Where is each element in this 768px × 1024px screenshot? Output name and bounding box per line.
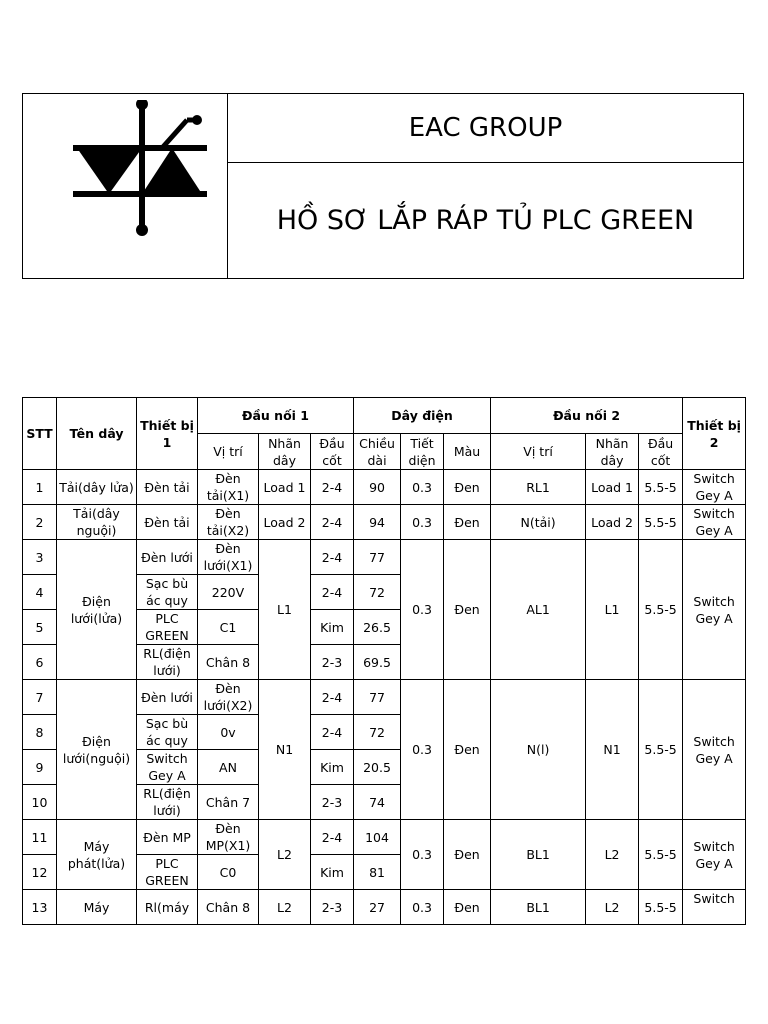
cell-nhan-day-2: Load 2 — [586, 505, 639, 540]
cell-dau-cot: 2-4 — [311, 540, 354, 575]
cell-nhan-day: Load 2 — [259, 505, 311, 540]
cell-ten-day: Máy phát(lửa) — [57, 820, 137, 890]
cell-nhan-day-2: N1 — [586, 680, 639, 820]
cell-stt: 2 — [23, 505, 57, 540]
cell-chieu-dai: 72 — [354, 575, 401, 610]
cell-thiet-bi-2: Switch — [683, 890, 746, 925]
cell-dau-cot-2: 5.5-5 — [639, 680, 683, 820]
cell-stt: 5 — [23, 610, 57, 645]
cell-nhan-day: L1 — [259, 540, 311, 680]
header-ten-day: Tên dây — [57, 398, 137, 470]
cell-thiet-bi-2: Switch Gey A — [683, 540, 746, 680]
cell-chieu-dai: 104 — [354, 820, 401, 855]
cell-vi-tri: 220V — [198, 575, 259, 610]
cell-chieu-dai: 77 — [354, 540, 401, 575]
cell-stt: 10 — [23, 785, 57, 820]
table-row — [23, 680, 746, 715]
subheader-vi-tri: Vị trí — [198, 434, 259, 470]
subheader-dau-cot-2: Đầu cốt — [639, 434, 683, 470]
cell-chieu-dai: 69.5 — [354, 645, 401, 680]
cell-ten-day: Tải(dây nguội) — [57, 505, 137, 540]
cell-dau-cot: 2-3 — [311, 890, 354, 925]
cell-thiet-bi-2: Switch Gey A — [683, 505, 746, 540]
cell-stt: 12 — [23, 855, 57, 890]
cell-thiet-bi-1: Đèn lưới — [137, 680, 198, 715]
header-day-dien: Dây điện — [354, 398, 491, 434]
cell-chieu-dai: 74 — [354, 785, 401, 820]
cell-thiet-bi-2: Switch Gey A — [683, 470, 746, 505]
cell-tiet-dien: 0.3 — [401, 680, 444, 820]
cell-vi-tri-2: RL1 — [491, 470, 586, 505]
table-row — [23, 470, 746, 505]
cell-thiet-bi-1: Đèn tải — [137, 505, 198, 540]
subheader-vi-tri-2: Vị trí — [491, 434, 586, 470]
cell-vi-tri: Đèn lưới(X2) — [198, 680, 259, 715]
cell-stt: 8 — [23, 715, 57, 750]
cell-thiet-bi-1: PLC GREEN — [137, 855, 198, 890]
cell-thiet-bi-1: Đèn MP — [137, 820, 198, 855]
cell-tiet-dien: 0.3 — [401, 470, 444, 505]
cell-vi-tri: Chân 8 — [198, 890, 259, 925]
cell-thiet-bi-1: Rl(máy — [137, 890, 198, 925]
document-title: HỒ SƠ LẮP RÁP TỦ PLC GREEN — [276, 205, 695, 236]
header-dau-noi-2: Đầu nối 2 — [491, 398, 683, 434]
cell-vi-tri: Đèn tải(X2) — [198, 505, 259, 540]
cell-ten-day: Điện lưới(lửa) — [57, 540, 137, 680]
cell-vi-tri-2: BL1 — [491, 820, 586, 890]
cell-chieu-dai: 81 — [354, 855, 401, 890]
cell-dau-cot: Kim — [311, 610, 354, 645]
subheader-nhan-day: Nhãn dây — [259, 434, 311, 470]
table-row — [23, 505, 746, 540]
cell-thiet-bi-1: PLC GREEN — [137, 610, 198, 645]
cell-thiet-bi-1: Switch Gey A — [137, 750, 198, 785]
cell-vi-tri: C0 — [198, 855, 259, 890]
cell-thiet-bi-1: RL(điện lưới) — [137, 645, 198, 680]
cell-vi-tri-2: N(tải) — [491, 505, 586, 540]
logo-cell — [23, 94, 228, 278]
cell-thiet-bi-1: Sạc bù ác quy — [137, 575, 198, 610]
cell-ten-day: Tải(dây lửa) — [57, 470, 137, 505]
cell-stt: 7 — [23, 680, 57, 715]
cell-mau: Đen — [444, 470, 491, 505]
cell-nhan-day: N1 — [259, 680, 311, 820]
cell-mau: Đen — [444, 890, 491, 925]
cell-tiet-dien: 0.3 — [401, 820, 444, 890]
wiring-table — [22, 397, 746, 925]
cell-dau-cot: 2-4 — [311, 505, 354, 540]
cell-nhan-day-2: Load 1 — [586, 470, 639, 505]
cell-nhan-day: L2 — [259, 820, 311, 890]
cell-vi-tri-2: N(l) — [491, 680, 586, 820]
cell-dau-cot-2: 5.5-5 — [639, 505, 683, 540]
cell-vi-tri: Đèn MP(X1) — [198, 820, 259, 855]
header-stt: STT — [23, 398, 57, 470]
table-row — [23, 540, 746, 575]
cell-thiet-bi-1: RL(điện lưới) — [137, 785, 198, 820]
header-thiet-bi-1: Thiết bị 1 — [137, 398, 198, 470]
cell-vi-tri-2: AL1 — [491, 540, 586, 680]
cell-chieu-dai: 26.5 — [354, 610, 401, 645]
cell-dau-cot: Kim — [311, 855, 354, 890]
table-row — [23, 820, 746, 855]
cell-tiet-dien: 0.3 — [401, 540, 444, 680]
cell-vi-tri: C1 — [198, 610, 259, 645]
cell-tiet-dien: 0.3 — [401, 505, 444, 540]
cell-tiet-dien: 0.3 — [401, 890, 444, 925]
header-thiet-bi-2: Thiết bị 2 — [683, 398, 746, 470]
cell-dau-cot: 2-4 — [311, 470, 354, 505]
cell-dau-cot-2: 5.5-5 — [639, 820, 683, 890]
cell-mau: Đen — [444, 820, 491, 890]
header-dau-noi-1: Đầu nối 1 — [198, 398, 354, 434]
cell-dau-cot: Kim — [311, 750, 354, 785]
cell-vi-tri-2: BL1 — [491, 890, 586, 925]
cell-dau-cot-2: 5.5-5 — [639, 540, 683, 680]
cell-chieu-dai: 90 — [354, 470, 401, 505]
cell-nhan-day-2: L1 — [586, 540, 639, 680]
cell-thiet-bi-1: Đèn tải — [137, 470, 198, 505]
cell-nhan-day-2: L2 — [586, 820, 639, 890]
cell-stt: 13 — [23, 890, 57, 925]
table-row — [23, 890, 746, 925]
cell-mau: Đen — [444, 680, 491, 820]
cell-stt: 4 — [23, 575, 57, 610]
cell-dau-cot-2: 5.5-5 — [639, 890, 683, 925]
cell-stt: 11 — [23, 820, 57, 855]
cell-vi-tri: AN — [198, 750, 259, 785]
cell-chieu-dai: 94 — [354, 505, 401, 540]
cell-vi-tri: Đèn tải(X1) — [198, 470, 259, 505]
cell-mau: Đen — [444, 505, 491, 540]
cell-stt: 1 — [23, 470, 57, 505]
cell-nhan-day: Load 1 — [259, 470, 311, 505]
cell-nhan-day: L2 — [259, 890, 311, 925]
cell-dau-cot: 2-3 — [311, 785, 354, 820]
subheader-chieu-dai: Chiều dài — [354, 434, 401, 470]
triac-symbol-icon — [37, 100, 217, 245]
cell-vi-tri: Chân 7 — [198, 785, 259, 820]
cell-vi-tri: Chân 8 — [198, 645, 259, 680]
cell-dau-cot: 2-4 — [311, 680, 354, 715]
cell-ten-day: Máy — [57, 890, 137, 925]
cell-dau-cot-2: 5.5-5 — [639, 470, 683, 505]
cell-nhan-day-2: L2 — [586, 890, 639, 925]
subheader-mau: Màu — [444, 434, 491, 470]
cell-chieu-dai: 77 — [354, 680, 401, 715]
cell-ten-day: Điện lưới(nguội) — [57, 680, 137, 820]
cell-vi-tri: Đèn lưới(X1) — [198, 540, 259, 575]
cell-chieu-dai: 20.5 — [354, 750, 401, 785]
cell-thiet-bi-2: Switch Gey A — [683, 680, 746, 820]
cell-thiet-bi-1: Sạc bù ác quy — [137, 715, 198, 750]
cell-dau-cot: 2-4 — [311, 820, 354, 855]
cell-chieu-dai: 72 — [354, 715, 401, 750]
cell-dau-cot: 2-4 — [311, 715, 354, 750]
subheader-nhan-day-2: Nhãn dây — [586, 434, 639, 470]
subheader-dau-cot: Đầu cốt — [311, 434, 354, 470]
cell-vi-tri: 0v — [198, 715, 259, 750]
cell-dau-cot: 2-4 — [311, 575, 354, 610]
cell-stt: 9 — [23, 750, 57, 785]
company-name: EAC GROUP — [228, 94, 743, 163]
cell-mau: Đen — [444, 540, 491, 680]
cell-thiet-bi-2: Switch Gey A — [683, 820, 746, 890]
cell-stt: 3 — [23, 540, 57, 575]
cell-dau-cot: 2-3 — [311, 645, 354, 680]
subheader-tiet-dien: Tiết diện — [401, 434, 444, 470]
cell-stt: 6 — [23, 645, 57, 680]
document-header — [22, 93, 744, 279]
cell-thiet-bi-1: Đèn lưới — [137, 540, 198, 575]
cell-chieu-dai: 27 — [354, 890, 401, 925]
